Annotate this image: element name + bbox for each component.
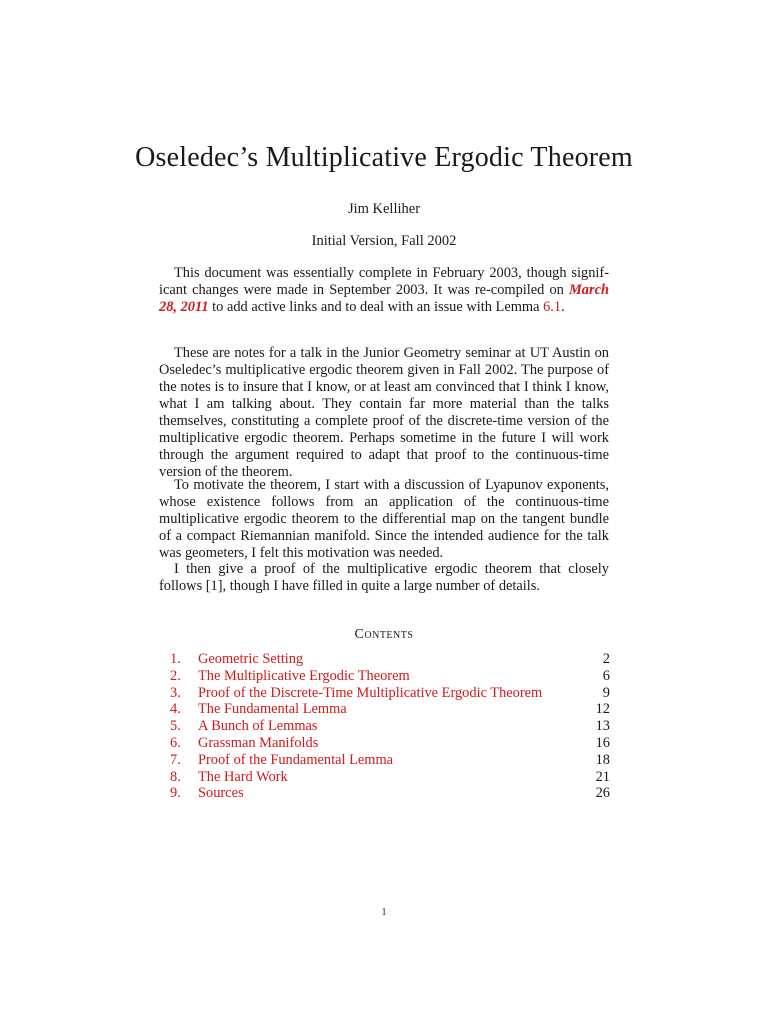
toc-number[interactable]: 6. (170, 734, 181, 751)
revision-notice-text (159, 265, 609, 316)
toc-page-number: 9 (602, 684, 610, 701)
version-date: Initial Version, Fall 2002 (311, 233, 457, 249)
intro-paragraph-3 (159, 561, 609, 595)
toc-link[interactable]: Proof of the Fundamental Lemma (198, 751, 394, 768)
toc-page-number: 21 (595, 768, 610, 785)
paragraph-text: I then give a proof of the multiplicative ergodic theorem that closely follows [1], though I have filled in quite a large number of details. (159, 561, 609, 594)
toc-link[interactable]: A Bunch of Lemmas (198, 718, 318, 735)
notice-after: . (561, 299, 565, 315)
toc-number[interactable]: 4. (170, 701, 181, 718)
toc-link[interactable]: Geometric Setting (198, 651, 304, 667)
toc-entry[interactable] (170, 718, 610, 735)
toc-number[interactable]: 5. (170, 718, 181, 735)
toc-page-number: 26 (595, 785, 610, 802)
toc-number[interactable]: 9. (170, 785, 181, 802)
toc-number[interactable]: 7. (170, 751, 181, 768)
contents-heading: Contents (354, 627, 414, 642)
toc-number[interactable]: 3. (170, 684, 181, 701)
toc-number[interactable]: 8. (170, 768, 181, 785)
recompile-date: March 28, 2011 (159, 282, 609, 315)
toc-entry[interactable] (170, 785, 610, 802)
toc-page-number: 6 (602, 667, 610, 684)
intro-paragraph-2 (159, 477, 609, 562)
toc-number[interactable]: 2. (170, 667, 181, 684)
toc-page-number: 18 (595, 751, 610, 768)
paragraph-text: To motivate the theorem, I start with a discussion of Lyapunov exponents, whose existence follows from an application of the continuous-time multiplicative ergodic theorem to the differential map on the tangent bundle of a compact Riemannian manifold. Since the intended audience for the talk was geometers, I felt this motivation was needed. (159, 477, 609, 561)
toc-page-number: 2 (602, 651, 610, 667)
toc-link[interactable]: Grassman Manifolds (198, 734, 319, 751)
page-number: 1 (381, 907, 387, 918)
toc-link[interactable]: Sources (198, 785, 244, 802)
paragraph-text: These are notes for a talk in the Junior Geometry seminar at UT Austin on Oseledec’s multiplicative ergodic theorem given in Fall 2002. The purpose of the notes is to insure that I know, or at least am convinced that I think I know, what I am talking about. They contain far more material than the talks themselves, constituting a complete proof of the discrete-time version of the multiplicative ergodic theorem. Perhaps sometime in the future I will work through the argument required to adapt that proof to the continuous-time version of the theorem. (159, 345, 609, 480)
toc-page-number: 12 (595, 701, 610, 718)
toc-page-number: 16 (595, 734, 610, 751)
document-title: Oseledec’s Multiplicative Ergodic Theorem (135, 142, 633, 173)
toc-link[interactable]: Proof of the Discrete-Time Multiplicative Ergodic Theorem (198, 684, 543, 701)
notice-before: This document was essentially complete in February 2003, though signif-icant changes were made in September 2003. It was re-compiled on (159, 265, 609, 298)
toc-entry[interactable] (170, 685, 610, 702)
author-name: Jim Kelliher (347, 201, 421, 217)
toc-entry[interactable] (170, 668, 610, 685)
toc-entry[interactable] (170, 651, 610, 668)
toc-number[interactable]: 1. (170, 651, 181, 667)
lemma-link[interactable]: 6.1 (543, 299, 562, 315)
toc-link[interactable]: The Multiplicative Ergodic Theorem (198, 667, 410, 684)
revision-notice (159, 265, 609, 316)
table-of-contents (170, 651, 610, 802)
toc-entry[interactable] (170, 701, 610, 718)
toc-entry[interactable] (170, 735, 610, 752)
toc-link[interactable]: The Hard Work (198, 768, 288, 785)
intro-paragraph-1 (159, 345, 609, 481)
toc-entry[interactable] (170, 752, 610, 769)
toc-page-number: 13 (595, 718, 610, 735)
notice-middle: to add active links and to deal with an issue with Lemma (208, 299, 544, 315)
toc-link[interactable]: The Fundamental Lemma (198, 701, 347, 718)
toc-entry[interactable] (170, 769, 610, 786)
